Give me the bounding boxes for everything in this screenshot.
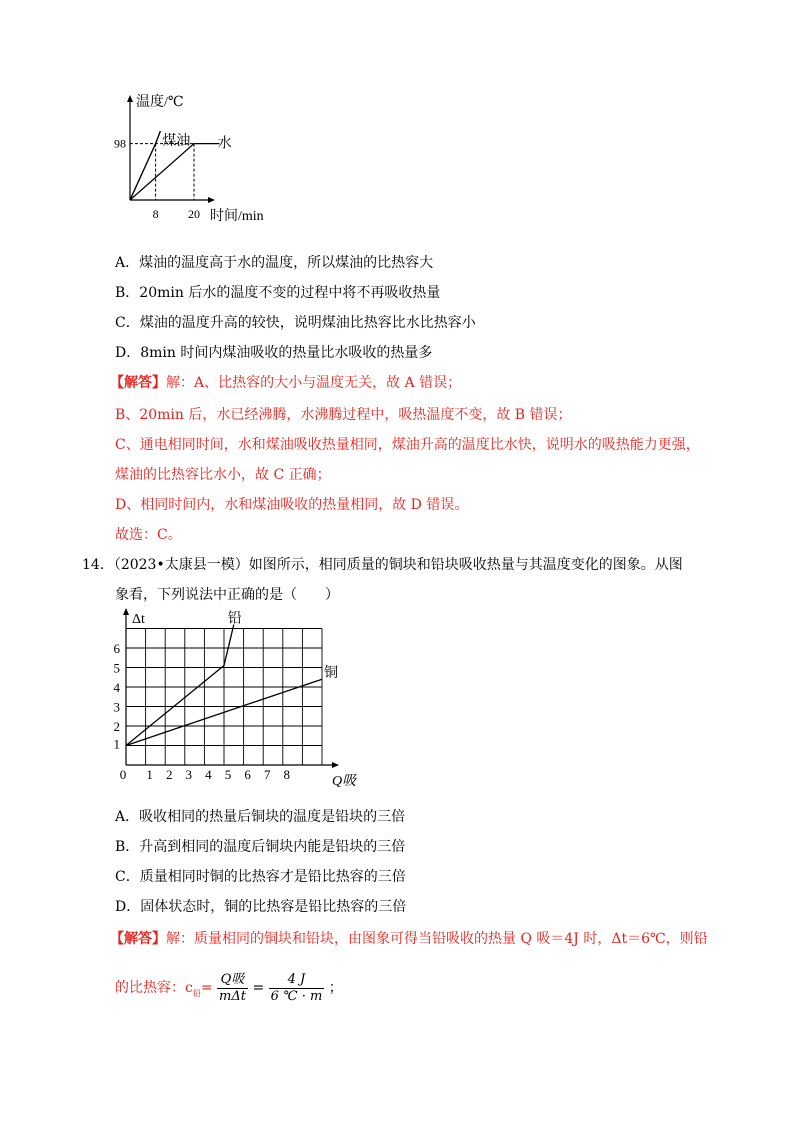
chart2-x-tick-label: 8 (283, 767, 291, 782)
q13-answer-line-5: D、相同时间内，水和煤油吸收的热量相同，故 D 错误。 (115, 497, 469, 513)
q14-answer-line-1 (110, 930, 708, 948)
chart1-x-arrow (208, 197, 215, 203)
q13-option-b: B．20min 后水的温度不变的过程中将不再吸收热量 (115, 285, 441, 301)
formula-sub: 铅 (192, 988, 201, 998)
chart1-y-arrow (127, 95, 133, 102)
chart2-x-tick-label: 6 (244, 767, 251, 782)
formula-eq1: = (200, 980, 213, 996)
chart2-series-label-copper: 铜 (324, 666, 338, 682)
chart2-y-tick-label: 2 (113, 719, 120, 734)
q14-option-c: C．质量相同时铜的比热容才是铅比热容的三倍 (115, 869, 406, 885)
formula-fraction-1 (217, 972, 248, 1005)
q14-option-a: A．吸收相同的热量后铜块的温度是铅块的三倍 (115, 809, 406, 825)
fraction-2-denominator: 6 ℃ · m (270, 988, 323, 1004)
formula-end: ； (328, 980, 343, 996)
q14-stem-line-1: 14．（2023•太康县一模）如图所示，相同质量的铜块和铅块吸收热量与其温度变化的图象。从图 (82, 557, 683, 573)
formula-fraction-2 (269, 972, 325, 1005)
chart1-x-label: 时间/min (210, 209, 264, 224)
q13-answer-text-1: 解：A、比热容的大小与温度无关，故 A 错误； (166, 375, 462, 391)
q13-answer-tag: 【解答】 (110, 375, 166, 391)
chart2-x-tick-label: 3 (185, 767, 193, 782)
chart2-y-arrow (123, 608, 129, 615)
chart2-x-tick-label: 5 (224, 767, 232, 782)
chart1-plot (114, 93, 264, 224)
chart2-y-tick-label: 5 (113, 660, 120, 676)
q14-answer-tag: 【解答】 (110, 931, 166, 947)
chart2-y-tick-label: 3 (113, 699, 120, 715)
heat-temperature-chart (100, 605, 360, 790)
formula-eq2: = (252, 980, 265, 996)
q14-formula (115, 968, 343, 1014)
chart1-series-label-water: 水 (217, 136, 232, 152)
q14-answer-text: 解：质量相同的铜块和铅块，由图象可得当铅吸收的热量 Q 吸＝4J 时，Δt＝6℃，则铅 (166, 931, 708, 947)
chart2-x-label: Q吸 (332, 774, 357, 789)
q14-option-d: D．固体状态时，铜的比热容是铅比热容的三倍 (115, 899, 407, 915)
chart1-series-label-kerosene: 煤油 (162, 134, 191, 149)
chart2-y-label: Δt (132, 612, 145, 627)
q13-option-a: A．煤油的温度高于水的温度，所以煤油的比热容大 (115, 255, 434, 271)
q13-option-c: C．煤油的温度升高的较快，说明煤油比热容比水比热容小 (115, 315, 476, 331)
temperature-time-chart (100, 90, 290, 225)
q13-answer-line-6: 故选：C。 (115, 527, 182, 543)
q14-stem-line-2: 象看，下列说法中正确的是（ ） (115, 587, 339, 603)
chart2-x-arrow (332, 762, 339, 768)
chart2-y-tick-label: 4 (113, 680, 120, 695)
chart1-y-tick-label: 98 (114, 136, 126, 151)
chart2-x-tick-label: 7 (263, 767, 271, 782)
fraction-1-denominator: mΔt (219, 988, 246, 1004)
chart2-plot (114, 608, 358, 789)
fraction-1-numerator: Q吸 (217, 972, 248, 989)
chart2-x-tick-label: 1 (146, 767, 153, 782)
chart2-x-tick-label: 4 (205, 767, 212, 782)
q14-option-b: B．升高到相同的温度后铜块内能是铅块的三倍 (115, 839, 406, 855)
chart2-y-tick-label: 1 (113, 736, 120, 752)
chart1-x-tick-label: 8 (152, 207, 159, 221)
chart1-x-tick-label: 20 (188, 207, 200, 221)
chart2-series-label-lead: 铅 (227, 611, 242, 627)
chart2-y-tick-label: 6 (113, 641, 120, 656)
q13-answer-line-1 (110, 374, 461, 392)
formula-prefix: 的比热容：c (115, 980, 193, 996)
fraction-2-numerator: 4 J (269, 972, 325, 989)
q13-answer-line-4: 煤油的比热容比水小，故 C 正确； (115, 467, 331, 483)
chart2-x-tick-label: 0 (119, 767, 127, 782)
q13-answer-line-2: B、20min 后，水已经沸腾，水沸腾过程中，吸热温度不变，故 B 错误； (115, 407, 572, 423)
q13-answer-line-3: C、通电相同时间，水和煤油吸收热量相同，煤油升高的温度比水快，说明水的吸热能力更强， (115, 437, 700, 453)
q13-option-d: D．8min 时间内煤油吸收的热量比水吸收的热量多 (115, 345, 433, 361)
chart2-x-tick-label: 2 (165, 767, 173, 782)
chart1-y-label: 温度/℃ (136, 95, 184, 110)
